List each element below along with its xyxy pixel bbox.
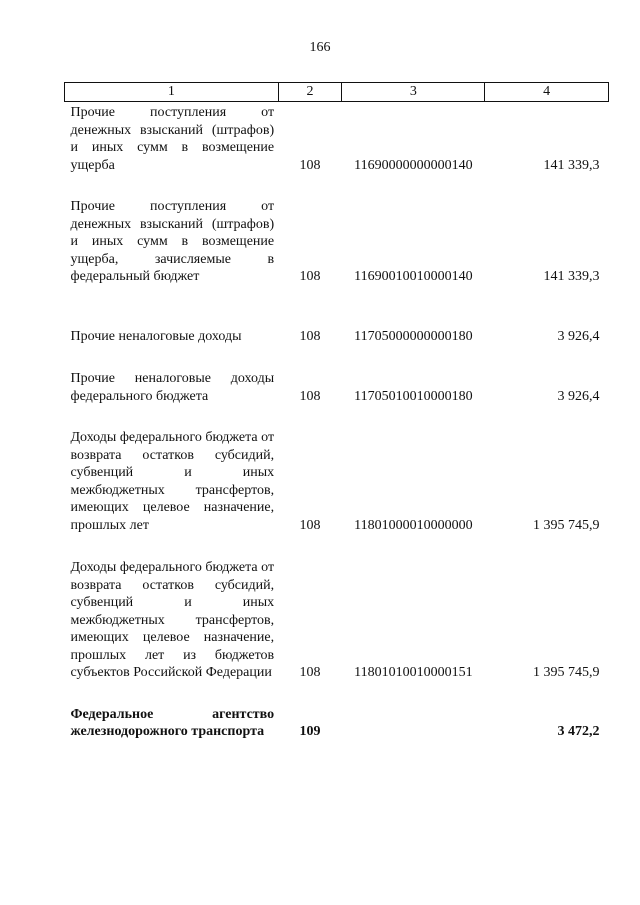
row-admin-code: 108 bbox=[299, 328, 321, 344]
row-name: Прочие поступления от денежных взысканий (штрафов) и иных сумм в возмещение ущерба bbox=[70, 105, 275, 173]
table-row bbox=[65, 328, 609, 346]
row-amount: 1 395 745,9 bbox=[533, 517, 600, 533]
row-admin-code: 108 bbox=[299, 157, 321, 173]
row-admin-code: 109 bbox=[299, 724, 321, 739]
row-amount: 3 926,4 bbox=[557, 328, 600, 344]
row-budget-code: 11705000000000180 bbox=[354, 328, 473, 344]
header-col-2: 2 bbox=[278, 83, 342, 102]
row-budget-code: 11801000010000000 bbox=[354, 517, 473, 533]
header-col-1: 1 bbox=[65, 83, 279, 102]
row-admin-code: 108 bbox=[299, 517, 321, 533]
row-amount: 3 472,2 bbox=[557, 724, 600, 739]
table-row bbox=[65, 198, 609, 286]
header-col-3: 3 bbox=[342, 83, 485, 102]
row-budget-code bbox=[342, 706, 485, 741]
table-row bbox=[65, 559, 609, 682]
row-admin-code: 108 bbox=[299, 388, 321, 404]
header-col-4: 4 bbox=[485, 83, 609, 102]
row-admin-code: 108 bbox=[299, 269, 321, 284]
table-row bbox=[65, 429, 609, 534]
row-name: Федеральное агентство железнодорожного транспорта bbox=[70, 706, 275, 739]
row-amount: 141 339,3 bbox=[543, 157, 600, 173]
row-amount: 1 395 745,9 bbox=[533, 665, 600, 680]
row-budget-code: 11690000000000140 bbox=[354, 157, 473, 173]
row-name: Прочие неналоговые доходы федерального бюджета bbox=[70, 371, 275, 404]
row-budget-code: 11690010010000140 bbox=[354, 269, 473, 284]
row-name: Доходы федерального бюджета от возврата остатков субсидий, субвенций и иных межбюджетных трансфертов, имеющих целевое назначение, прошлых лет bbox=[70, 430, 275, 533]
row-name: Прочие поступления от денежных взысканий (штрафов) и иных сумм в возмещение ущерба, зачисляемые в федеральный бюджет bbox=[70, 199, 275, 284]
row-amount: 141 339,3 bbox=[543, 269, 600, 284]
row-budget-code: 11801010010000151 bbox=[354, 665, 473, 680]
row-name: Прочие неналоговые доходы bbox=[70, 328, 242, 344]
row-name: Доходы федерального бюджета от возврата остатков субсидий, субвенций и иных межбюджетных трансфертов, имеющих целевое назначение, прошлых лет из бюджетов субъектов Российской Федерации bbox=[70, 560, 275, 680]
table-row-agency-total bbox=[65, 706, 609, 741]
table-row bbox=[65, 104, 609, 174]
row-budget-code: 11705010010000180 bbox=[354, 388, 473, 404]
budget-table bbox=[64, 82, 609, 741]
table-header bbox=[65, 83, 609, 102]
page-number: 166 bbox=[309, 40, 331, 55]
row-admin-code: 108 bbox=[299, 665, 321, 680]
table-row bbox=[65, 370, 609, 405]
row-amount: 3 926,4 bbox=[557, 388, 600, 404]
